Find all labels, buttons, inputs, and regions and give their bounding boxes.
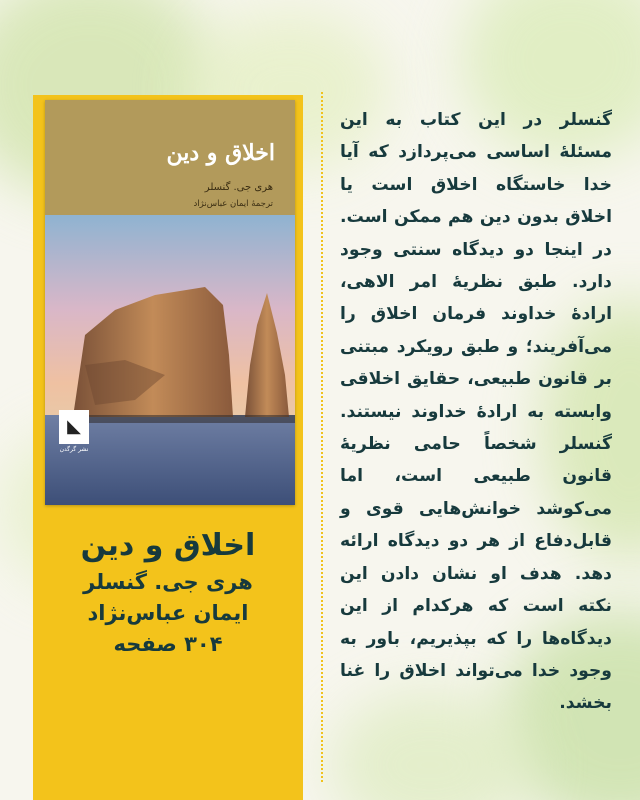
- book-translator: ایمان عباس‌نژاد: [87, 601, 249, 625]
- book-description: گنسلر در این کتاب به این مسئلهٔ اساسی می‌پردازد که آیا خدا خاستگاه اخلاق است یا اخلاق بدون دین هم ممکن است. در اینجا دو دیدگاه سنتی وجود دارد. طبق نظریهٔ امر الاهی، ارادهٔ خداوند فرمان اخلاق را می‌آفریند؛ و طبق رویکرد مبتنی بر قانون طبیعی، حقایق اخلاقی وابسته به ارادهٔ خداوند نیستند. گنسلر شخصاً حامی نظریهٔ قانون طبیعی است، اما می‌کوشد خوانش‌هایی قوی و قابل‌دفاع از هر دو دیدگاه ارائه دهد. هدف او نشان دادن این نکته است که هرکدام از این دیدگاه‌ها را که بپذیریم، باور به وجود خدا می‌تواند اخلاق را غنا بخشد.: [340, 110, 612, 714]
- cover-photo-rocks: [45, 215, 295, 505]
- book-details: [33, 525, 303, 660]
- publisher-name: نشر گرگدن: [59, 446, 89, 453]
- cover-title-band: [45, 100, 295, 215]
- book-author: هری جی. گنسلر: [83, 570, 253, 594]
- dotted-divider: [321, 92, 323, 782]
- publisher-logo: [59, 410, 89, 456]
- rhino-icon: ◣: [67, 416, 81, 437]
- book-page-count: ۳۰۴ صفحه: [113, 632, 223, 656]
- cover-translator: ترجمهٔ ایمان عباس‌نژاد: [193, 199, 273, 209]
- book-cover: [45, 100, 295, 505]
- cover-title: اخلاق و دین: [166, 140, 275, 166]
- cover-author: هری جی. گنسلر: [204, 182, 273, 193]
- book-title: اخلاق و دین: [80, 528, 256, 563]
